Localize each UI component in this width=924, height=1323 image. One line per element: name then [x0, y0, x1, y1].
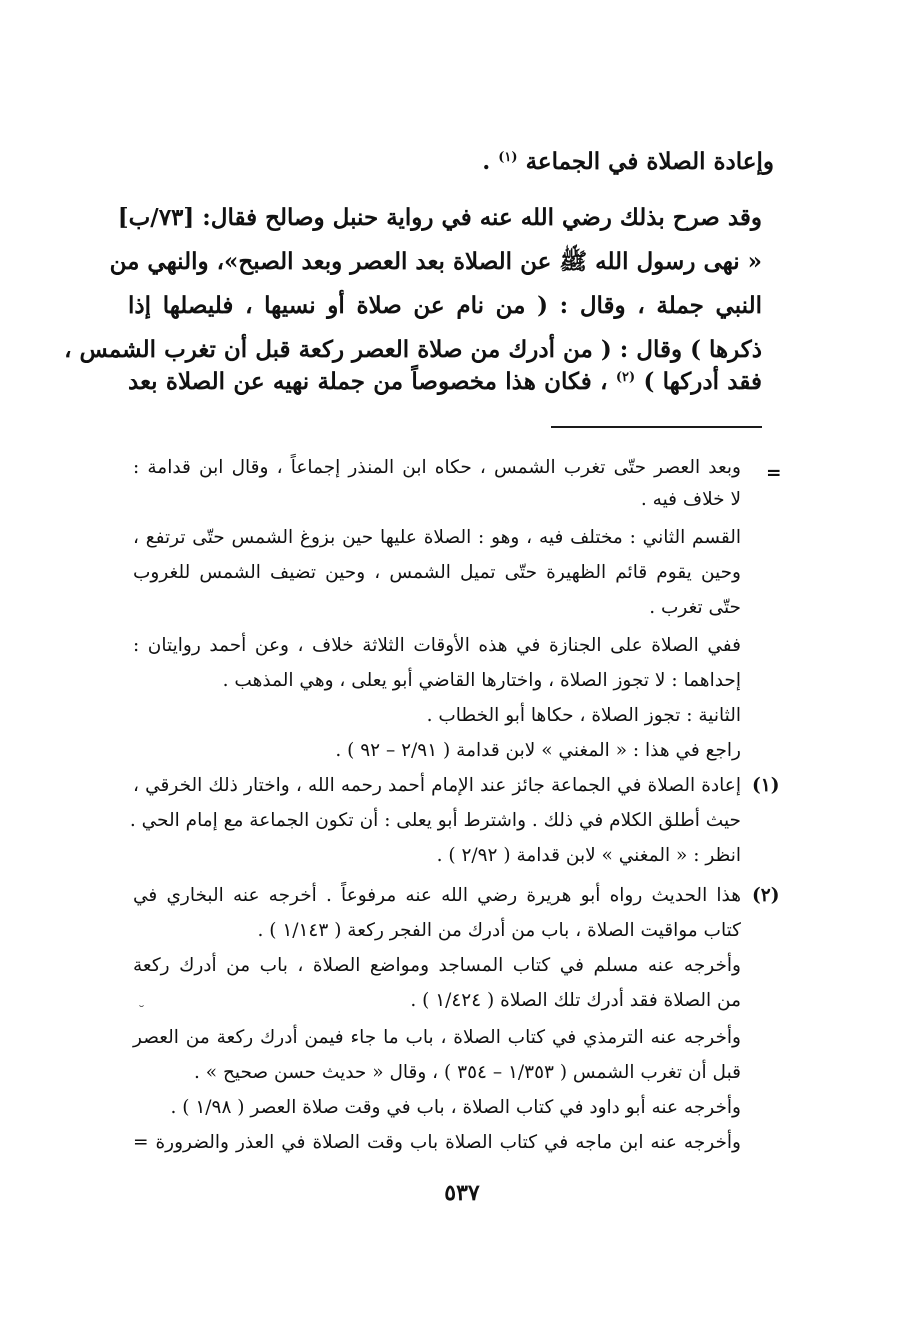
footnote-2-line: من الصلاة فقد أدرك تلك الصلاة ( ١/٤٢٤ ) . — [410, 990, 741, 1011]
footnote-cont-line: وبعد العصر حتّى تغرب الشمس ، حكاه ابن المنذر إجماعاً ، وقال ابن قدامة : — [133, 457, 741, 478]
main-text-line-2 — [117, 196, 762, 240]
footnote-cont-line: القسم الثاني : مختلف فيه ، وهو : الصلاة عليها حين بزوغ الشمس حتّى ترتفع ، — [133, 527, 741, 548]
footnote-cont-line: إحداهما : لا تجوز الصلاة ، واختارها القاضي أبو يعلى ، وهي المذهب . — [222, 670, 741, 691]
footnote-2-line: وأخرجه عنه ابن ماجه في كتاب الصلاة باب وقت الصلاة في العذر والضرورة = — [133, 1132, 741, 1153]
footnote-cont-line: وحين يقوم قائم الظهيرة حتّى تميل الشمس ، وحين تضيف الشمس للغروب — [133, 562, 741, 583]
footnote-2-line: كتاب مواقيت الصلاة ، باب من أدرك من الفجر ركعة ( ١/١٤٣ ) . — [257, 920, 741, 941]
main-text-content: النبي جملة ، وقال : ( من نام عن صلاة أو نسيها ، فليصلها إذا — [128, 292, 762, 319]
main-text-content: ذكرها ) وقال : ( من أدرك من صلاة العصر ركعة قبل أن تغرب الشمس ، — [64, 336, 762, 363]
continuation-marker: = — [766, 463, 782, 484]
page-number: ٥٣٧ — [444, 1180, 480, 1206]
footnote-2-line: هذا الحديث رواه أبو هريرة رضي الله عنه مرفوعاً . أخرجه عنه البخاري في — [133, 885, 741, 906]
footnote-cont-line: حتّى تغرب . — [649, 597, 741, 618]
footnote-cont-line: راجع في هذا : « المغني » لابن قدامة ( ٢/٩١ – ٩٢ ) . — [335, 740, 741, 761]
footnote-1-line: حيث أطلق الكلام في ذلك . واشترط أبو يعلى : أن تكون الجماعة مع إمام الحي . — [129, 810, 741, 831]
main-text-content: فقد أدركها ) — [643, 368, 762, 395]
main-text-content: ، فكان هذا مخصوصاً من جملة نهيه عن الصلاة بعد — [128, 368, 608, 395]
footnote-1-line: انظر : « المغني » لابن قدامة ( ٢/٩٢ ) . — [436, 845, 741, 866]
footnote-cont-line: لا خلاف فيه . — [640, 489, 741, 510]
main-text-line-6 — [128, 360, 762, 408]
main-text-line-3 — [109, 240, 762, 284]
footnote-cont-line: ففي الصلاة على الجنازة في هذه الأوقات الثلاثة خلاف ، وعن أحمد روايتان : — [133, 635, 741, 656]
footnote-2-line: قبل أن تغرب الشمس ( ١/٣٥٣ – ٣٥٤ ) ، وقال « حديث حسن صحيح » . — [193, 1062, 741, 1083]
margin-mark: ˘ — [138, 1004, 145, 1020]
footnote-2-line: وأخرجه عنه الترمذي في كتاب الصلاة ، باب ما جاء فيمن أدرك ركعة من العصر — [133, 1027, 741, 1048]
main-text-line-4 — [128, 284, 762, 328]
footnote-2-line: وأخرجه عنه مسلم في كتاب المساجد ومواضع الصلاة ، باب من أدرك ركعة — [133, 955, 741, 976]
main-text-phrase: وإعادة الصلاة في الجماعة — [525, 148, 774, 175]
footnote-ref-2: (٢) — [615, 370, 636, 385]
footnote-2-line: وأخرجه عنه أبو داود في كتاب الصلاة ، باب في وقت صلاة العصر ( ١/٩٨ ) . — [170, 1097, 741, 1118]
footnote-1-line: إعادة الصلاة في الجماعة جائز عند الإمام أحمد رحمه الله ، واختار ذلك الخرقي ، — [133, 775, 741, 796]
main-text-period: . — [482, 148, 491, 175]
footnote-ref-1: (١) — [498, 150, 518, 165]
footnote-1-marker: (١) — [752, 775, 780, 796]
footnote-separator — [551, 426, 762, 428]
footnote-cont-line: الثانية : تجوز الصلاة ، حكاها أبو الخطاب . — [426, 705, 741, 726]
main-text-content: وقد صرح بذلك رضي الله عنه في رواية حنبل وصالح فقال: [٧٣/ب] — [117, 204, 762, 231]
main-text-content: « نهى رسول الله ﷺ عن الصلاة بعد العصر وبعد الصبح»، والنهي من — [109, 248, 762, 275]
main-text-line-1 — [374, 140, 774, 188]
footnote-2-marker: (٢) — [752, 885, 780, 906]
